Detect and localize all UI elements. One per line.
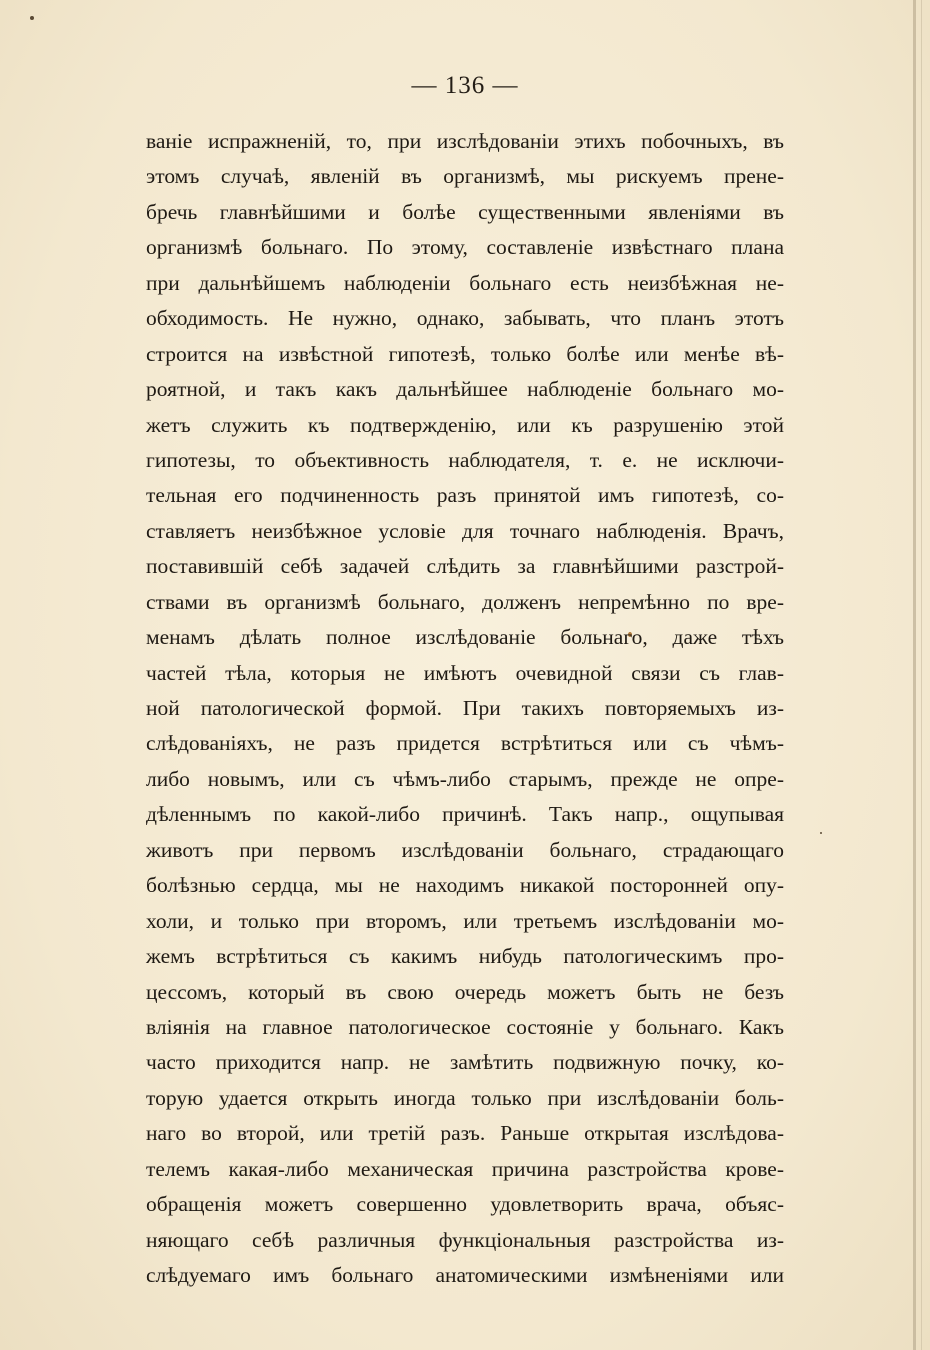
text-line: ваніе испражненій, то, при изслѣдованіи этихъ побочныхъ, въ — [146, 129, 784, 153]
text-line: ставляетъ неизбѣжное условіе для точнаго наблюденія. Врачъ, — [146, 518, 784, 543]
text-line: наго во второй, или третій разъ. Раньше открытая изслѣдова- — [146, 1121, 784, 1146]
text-line: при дальнѣйшемъ наблюденіи больнаго есть неизбѣжная не- — [146, 270, 784, 295]
text-line: слѣдованіяхъ, не разъ придется встрѣтиться или съ чѣмъ- — [146, 731, 784, 756]
text-line: частей тѣла, которыя не имѣютъ очевидной связи съ глав- — [146, 660, 784, 685]
text-line: менамъ дѣлать полное изслѣдованіе больнаго, даже тѣхъ — [146, 625, 784, 650]
text-line: этомъ случаѣ, явленій въ организмѣ, мы рискуемъ прене- — [146, 164, 784, 189]
page-edge-shadow — [913, 0, 916, 1350]
page-edge-line — [921, 0, 922, 1350]
text-line: торую удается открыть иногда только при изслѣдованіи боль- — [146, 1085, 784, 1110]
text-line: обращенія можетъ совершенно удовлетворить врача, объяс- — [146, 1192, 784, 1217]
text-line: ствами въ организмѣ больнаго, долженъ непремѣнно по вре- — [146, 589, 784, 614]
text-line: либо новымъ, или съ чѣмъ-либо старымъ, прежде не опре- — [146, 766, 784, 791]
text-line: строится на извѣстной гипотезѣ, только болѣе или менѣе вѣ- — [146, 341, 784, 366]
text-line: роятной, и такъ какъ дальнѣйшее наблюденіе больнаго мо- — [146, 377, 784, 402]
text-line: часто приходится напр. не замѣтить подвижную почку, ко- — [146, 1050, 784, 1075]
text-line: болѣзнью сердца, мы не находимъ никакой посторонней опу- — [146, 873, 784, 898]
text-line: няющаго себѣ различныя функціональныя разстройства из- — [146, 1227, 784, 1252]
text-line: гипотезы, то объективность наблюдателя, т. е. не исключи- — [146, 447, 784, 472]
text-line: слѣдуемаго имъ больнаго анатомическими измѣненіями или — [146, 1263, 784, 1287]
text-line: цессомъ, который въ свою очередь можетъ быть не безъ — [146, 979, 784, 1004]
body-text — [146, 124, 784, 1293]
text-line: поставившій себѣ задачей слѣдить за главнѣйшими разстрой- — [146, 554, 784, 579]
text-line: ной патологической формой. При такихъ повторяемыхъ из- — [146, 696, 784, 720]
text-line: животъ при первомъ изслѣдованіи больнаго, страдающаго — [146, 837, 784, 862]
text-line: телемъ какая-либо механическая причина разстройства крове- — [146, 1156, 784, 1181]
text-line: вліянія на главное патологическое состояніе у больнаго. Какъ — [146, 1014, 784, 1039]
text-line: жемъ встрѣтиться съ какимъ нибудь патологическимъ про- — [146, 944, 784, 969]
ink-speck — [30, 16, 34, 20]
text-line: организмѣ больнаго. По этому, составленіе извѣстнаго плана — [146, 235, 784, 260]
text-line: тельная его подчиненность разъ принятой имъ гипотезѣ, со- — [146, 483, 784, 508]
page-number: — 136 — — [411, 72, 519, 99]
text-line: бречь главнѣйшими и болѣе существенными явленіями въ — [146, 199, 784, 224]
ink-speck — [820, 832, 822, 834]
text-line: дѣленнымъ по какой-либо причинѣ. Такъ напр., ощупывая — [146, 802, 784, 827]
text-line: холи, и только при второмъ, или третьемъ изслѣдованіи мо- — [146, 908, 784, 933]
text-line: жетъ служить къ подтвержденію, или къ разрушенію этой — [146, 412, 784, 437]
text-line: обходимость. Не нужно, однако, забывать, что планъ этотъ — [146, 306, 784, 331]
